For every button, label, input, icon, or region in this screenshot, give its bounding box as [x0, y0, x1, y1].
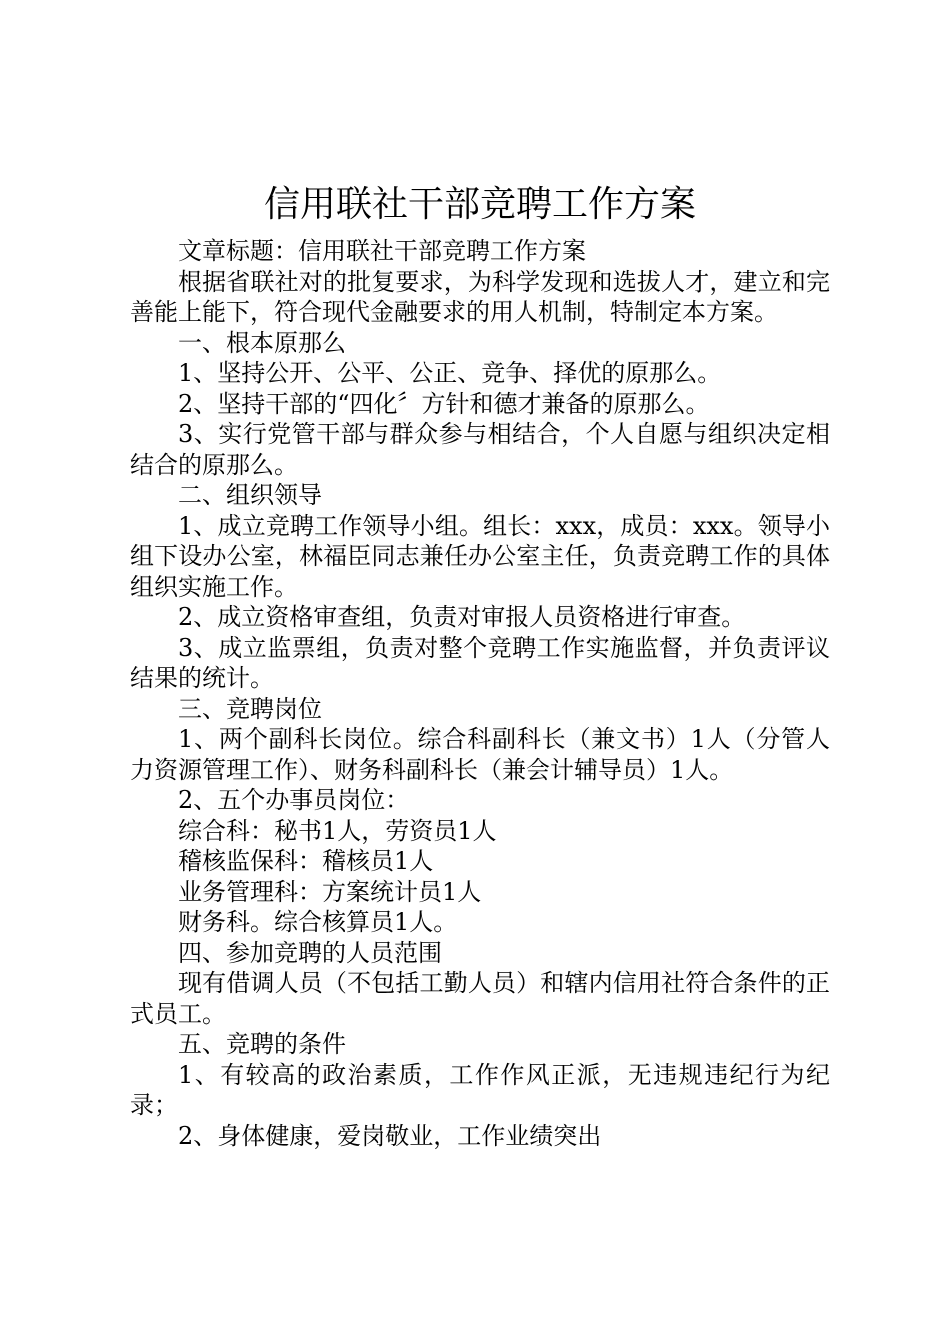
- paragraph: 1、有较高的政治素质，工作作风正派，无违规违纪行为纪录；: [130, 1060, 830, 1119]
- paragraph: 1、两个副科长岗位。综合科副科长（兼文书）1人（分管人力资源管理工作）、财务科副科长（兼会计辅导员）1人。: [130, 725, 830, 784]
- section-heading: 一、根本原那么: [178, 328, 346, 357]
- section-heading: 四、参加竞聘的人员范围: [178, 938, 442, 967]
- paragraph: 1、成立竞聘工作领导小组。组长：xxx，成员：xxx。领导小组下设办公室，林福臣同志兼任办公室主任，负责竞聘工作的具体组织实施工作。: [130, 511, 830, 601]
- paragraph: 2、坚持干部的“四化〞方针和德才兼备的原那么。: [178, 389, 710, 418]
- paragraph: 2、成立资格审查组，负责对审报人员资格进行审查。: [178, 603, 746, 631]
- paragraph: 业务管理科：方案统计员1人: [178, 877, 482, 906]
- paragraph: 3、成立监票组，负责对整个竞聘工作实施监督，并负责评议结果的统计。: [130, 633, 830, 692]
- section-heading: 三、竞聘岗位: [178, 694, 322, 723]
- document-title: 信用联社干部竞聘工作方案: [263, 184, 696, 225]
- document-body: [130, 236, 830, 1151]
- paragraph: 根据省联社对的批复要求，为科学发现和选拔人才，建立和完善能上能下，符合现代金融要求的用人机制，特制定本方案。: [130, 267, 830, 326]
- section-heading: 二、组织领导: [178, 481, 322, 509]
- paragraph: 2、身体健康，爱岗敬业，工作业绩突出: [178, 1121, 602, 1150]
- paragraph: 2、五个办事员岗位：: [178, 786, 410, 814]
- paragraph: 稽核监保科：稽核员1人: [178, 847, 434, 875]
- section-heading: 五、竞聘的条件: [178, 1030, 346, 1058]
- paragraph: 3、实行党管干部与群众参与相结合，个人自愿与组织决定相结合的原那么。: [130, 420, 830, 479]
- paragraph: 财务科。综合核算员1人。: [178, 908, 458, 936]
- paragraph: 现有借调人员（不包括工勤人员）和辖内信用社符合条件的正式员工。: [130, 969, 830, 1028]
- paragraph: 综合科：秘书1人，劳资员1人: [178, 816, 497, 845]
- paragraph: 1、坚持公开、公平、公正、竞争、择优的原那么。: [178, 359, 722, 387]
- paragraph: 文章标题：信用联社干部竞聘工作方案: [178, 237, 586, 265]
